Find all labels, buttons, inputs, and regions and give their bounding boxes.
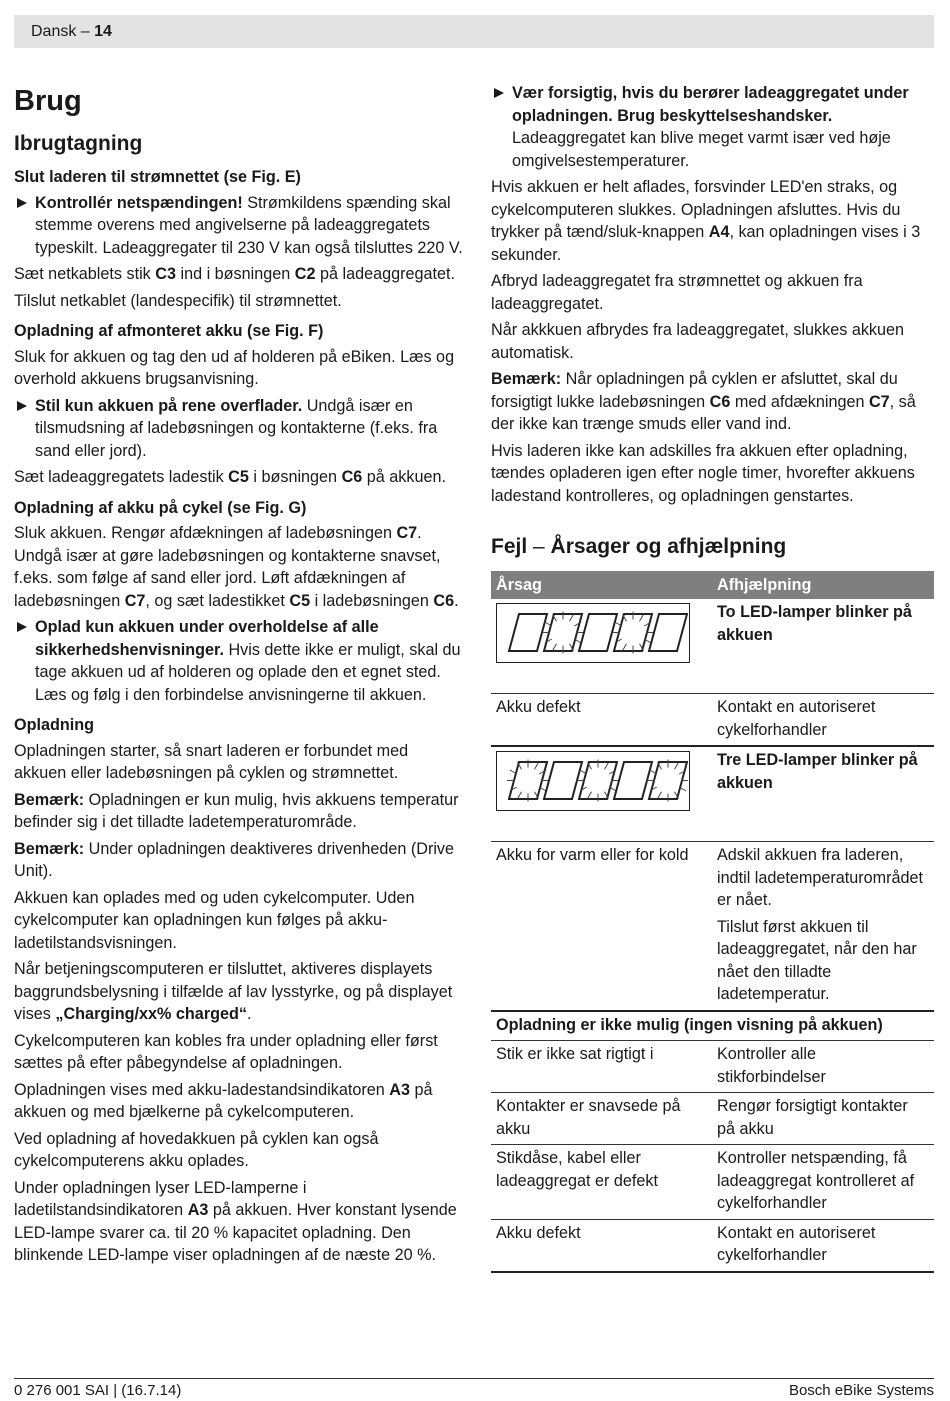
paragraph-indicator: Opladningen vises med akku-ladestandsindikatoren A3 på akkuen og med bjælkerne på cykelcomputeren. (14, 1080, 433, 1121)
led-segment (649, 614, 687, 651)
paragraph-charging-starts: Opladningen starter, så snart laderen er forbundet med akkuen eller ladebøsningen på cyklen og strømnettet. (14, 741, 409, 782)
paragraph-connect-mains: Tilslut netkablet (landespecifik) til strømnettet. (14, 291, 342, 310)
warning-bullet-safety: Oplad kun akkuen under overholdelse af alle sikkerhedshenvisninger. Hvis dette ikke er muligt, skal du tage akkuen ud af holderen og oplade den et egnet sted. Læs og følg i den forbindelse anvisningerne til akkuen. (14, 616, 464, 706)
table-row (491, 746, 934, 842)
led-segment (614, 762, 652, 799)
column-header-remedy: Afhjælpning (712, 571, 934, 599)
table-row (491, 1011, 934, 1041)
led-segment (509, 614, 547, 651)
heading-opladning: Opladning (14, 716, 95, 734)
table-row: Akku defekt Kontakt en autoriseret cykelforhandler (491, 1219, 934, 1272)
right-column (491, 82, 934, 1273)
warning-bullet-voltage: Kontrollér netspændingen! Strømkildens spænding skal stemme overens med angivelserne på ladeaggregatets typeskilt. Ladeaggregater til 230 V kan også tilsluttes 220 V. (14, 192, 464, 260)
paragraph-fully-discharged: Hvis akkuen er helt aflades, forsvinder LED'en straks, og cykelcomputeren slukkes. Opladningen afsluttes. Hvis du trykker på tænd/sluk-knappen A4, kan opladningen vises i 3 sekunder. (491, 178, 921, 264)
table-row: Akku defekt Kontakt en autoriseret cykelforhandler (491, 694, 934, 747)
group-title-no-charging: Opladning er ikke mulig (ingen visning på akkuen) (491, 1011, 934, 1041)
heading-charge-removed: Opladning af afmonteret akku (se Fig. F) (14, 322, 324, 340)
led-illustration-cell (491, 599, 712, 694)
left-column (14, 82, 464, 1271)
bullet-triangle-icon (494, 88, 504, 98)
page-header (14, 15, 934, 48)
heading-connect-charger: Slut laderen til strømnettet (se Fig. E) (14, 168, 301, 186)
subsection-title-ibrugtagning: Ibrugtagning (14, 132, 143, 155)
paragraph-note-close-socket: Bemærk: Når opladningen på cyklen er afsluttet, skal du forsigtigt lukke ladebøsningen C6 med afdækningen C7, så der ikke kan trænge smuds eller vand ind. (491, 370, 916, 433)
paragraph-with-without-computer: Akkuen kan oplades med og uden cykelcomputer. Uden cykelcomputer kan opladningen kun følges på akku-ladetilstandsvisningen. (14, 888, 415, 952)
paragraph-note-drive-unit: Bemærk: Under opladningen deaktiveres drivenheden (Drive Unit). (14, 839, 455, 880)
paragraph-disconnect-computer: Cykelcomputeren kan kobles fra under opladning eller først sættes på efter påbegyndelse af opladningen. (14, 1031, 438, 1072)
footer-doc-number: 0 276 001 SAI | (16.7.14) (14, 1382, 182, 1399)
troubleshooting-table (491, 571, 934, 1273)
paragraph-plug: Sæt netkablets stik C3 ind i bøsningen C2 på ladeaggregatet. (14, 265, 455, 283)
paragraph-switch-off: Sluk for akkuen og tag den ud af holderen på eBiken. Læs og overhold akkuens brugsanvisning. (14, 347, 455, 388)
subsection-title-fejl: Fejl – Årsager og afhjælpning (491, 535, 787, 558)
warning-bullet-clean-surface: Stil kun akkuen på rene overflader. Undgå især en tilsmudsning af ladebøsningen og kontakterne (f.eks. fra sand eller jord). (14, 395, 464, 463)
led-segment (579, 614, 617, 651)
header-separator: – (76, 23, 95, 40)
two-leds-blinking-icon (496, 603, 690, 663)
table-row: Akku for varm eller for kold Adskil akkuen fra laderen, indtil ladetemperaturområdet er nået. Tilslut først akkuen til ladeaggregatet, når den har nået den tilladte ladetemperatur. (491, 842, 934, 1011)
column-header-cause: Årsag (491, 571, 712, 599)
warning-bullet-hot-charger: Vær forsigtig, hvis du berører ladeaggregatet under opladningen. Brug beskyttelseshandsker. Ladeaggregatet kan blive meget varmt især ved høje omgivelsestemperaturer. (491, 82, 934, 172)
header-language: Dansk (31, 23, 77, 40)
paragraph-insert-plug: Sæt ladeaggregatets ladestik C5 i bøsningen C6 på akkuen. (14, 468, 446, 486)
paragraph-main-battery: Ved opladning af hovedakkuen på cyklen kan også cykelcomputerens akku oplades. (14, 1129, 379, 1170)
paragraph-on-bike: Sluk akkuen. Rengør afdækningen af ladebøsningen C7. Undgå især at gøre ladebøsningen og kontakterne snavset, f.eks. som følge af sand eller jord. Løft afdækningen af ladebøsningen C7, og sæt ladestikket C5 i ladebøsningen C6. (14, 524, 459, 610)
header-page-number: 14 (94, 23, 112, 40)
led-segment (544, 762, 582, 799)
bullet-triangle-icon (17, 198, 27, 208)
paragraph-led-lamps: Under opladningen lyser LED-lamperne i ladetilstandsindikatoren A3 på akkuen. Hver konstant lysende LED-lampe svarer ca. til 20 % kapacitet opladning. Den blinkende LED-lampe viser opladningen af de næste 20 %. (14, 1178, 457, 1264)
table-row: Stik er ikke sat rigtigt i Kontroller alle stikforbindelser (491, 1041, 934, 1093)
paragraph-backlight: Når betjeningscomputeren er tilsluttet, aktiveres displayets baggrundsbelysning i tilfælde af lav lysstyrke, og på displayet vises „Charging/xx% charged“. (14, 960, 453, 1023)
bullet-triangle-icon (17, 622, 27, 632)
paragraph-restart: Hvis laderen ikke kan adskilles fra akkuen efter opladning, tændes opladeren igen efter nogle timer, hvorefter akkuens ladestand kontrolleres, og opladningen genstartes. (491, 441, 915, 505)
bullet-triangle-icon (17, 401, 27, 411)
three-leds-blinking-icon (496, 751, 690, 811)
footer-brand: Bosch eBike Systems (788, 1382, 934, 1399)
led-illustration-cell (491, 746, 712, 842)
group-title-three-leds: Tre LED-lamper blinker på akkuen (712, 746, 934, 842)
table-row (491, 599, 934, 694)
paragraph-auto-off: Når akkkuen afbrydes fra ladeaggregatet, slukkes akkuen automatisk. (491, 321, 905, 362)
paragraph-note-temperature: Bemærk: Opladningen er kun mulig, hvis akkuens temperatur befinder sig i det tilladte ladetemperaturområde. (14, 790, 459, 831)
paragraph-disconnect: Afbryd ladeaggregatet fra strømnettet og akkuen fra ladeaggregatet. (491, 272, 863, 313)
table-header-row (491, 571, 934, 599)
footer-divider (14, 1378, 934, 1379)
table-row: Stikdåse, kabel eller ladeaggregat er defekt Kontroller netspænding, få ladeaggregat kontrolleret af cykelforhandler (491, 1145, 934, 1220)
group-title-two-leds: To LED-lamper blinker på akkuen (712, 599, 934, 694)
heading-charge-on-bike: Opladning af akku på cykel (se Fig. G) (14, 498, 307, 517)
table-row: Kontakter er snavsede på akku Rengør forsigtigt kontakter på akku (491, 1093, 934, 1145)
section-title-brug: Brug (14, 85, 82, 117)
